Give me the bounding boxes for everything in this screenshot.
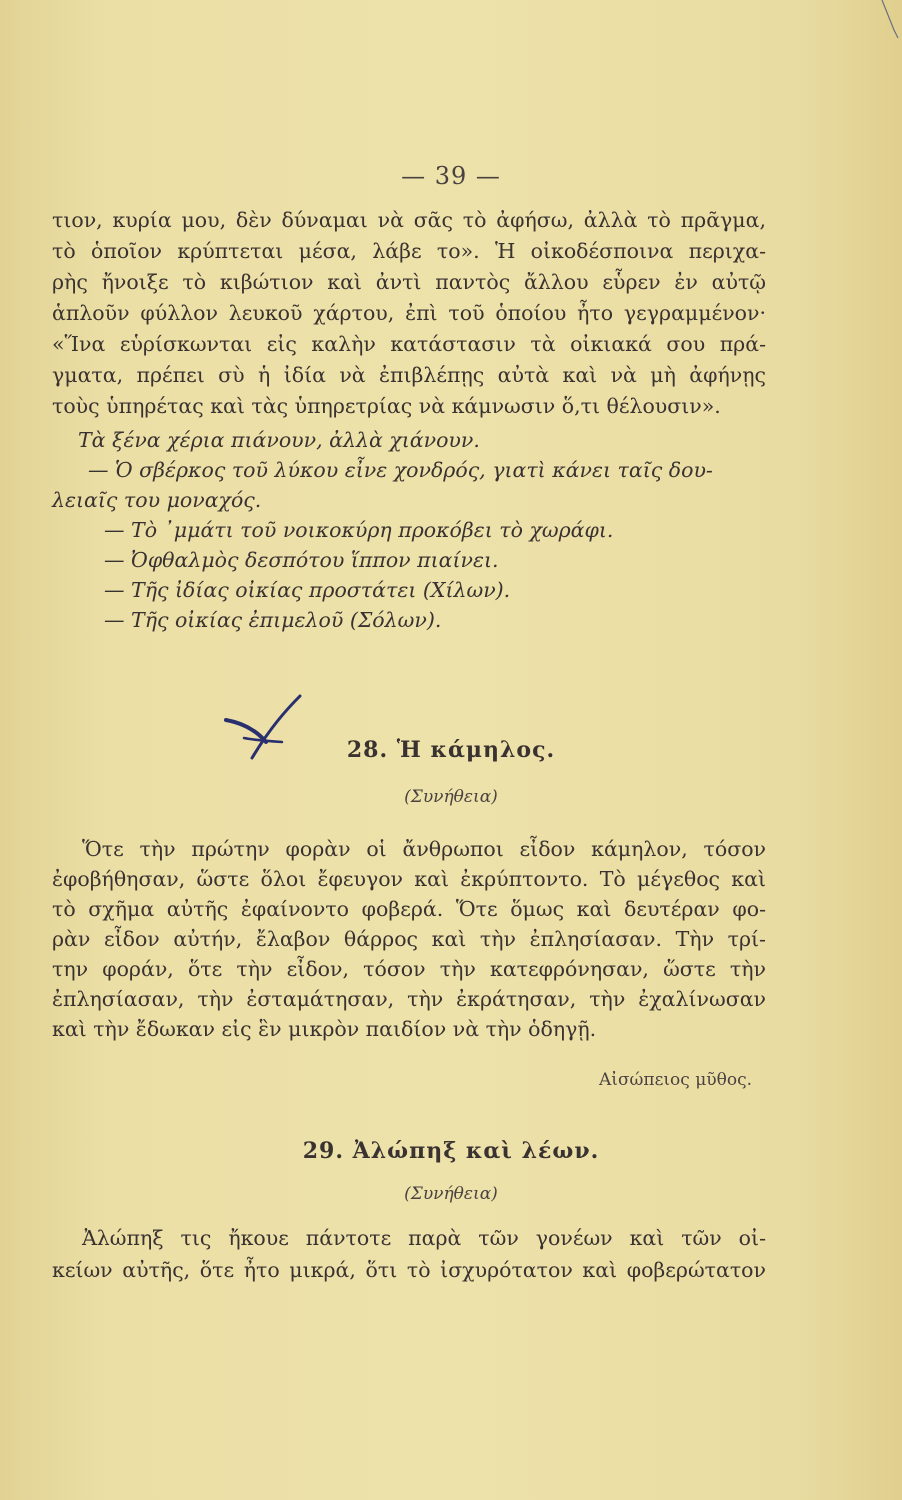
page-corner-mark xyxy=(880,0,900,40)
intro-line: τοὺς ὑπηρέτας καὶ τὰς ὑπηρετρίας νὰ κάμνωσιν ὅ,τι θέλουσιν». xyxy=(52,394,721,418)
intro-line: τιον, κυρία μου, δὲν δύναμαι νὰ σᾶς τὸ ἀφήσω, ἀλλὰ τὸ πρᾶγμα, xyxy=(52,208,766,232)
proverb: — Τῆς οἰκίας ἐπιμελοῦ (Σόλων). xyxy=(104,608,442,632)
paragraph-line: κείων αὐτῆς, ὅτε ἦτο μικρά, ὅτι τὸ ἰσχυρότατον καὶ φοβερώτατον xyxy=(52,1258,766,1282)
section-28-subheading: (Συνήθεια) xyxy=(404,787,498,807)
paragraph-line: Ὅτε τὴν πρώτην φορὰν οἱ ἄνθρωποι εἶδον κάμηλον, τόσον xyxy=(82,837,766,861)
paragraph-line: την φοράν, ὅτε τὴν εἶδον, τόσον τὴν κατεφρόνησαν, ὥστε τὴν xyxy=(52,957,766,981)
intro-line: «Ἵνα εὑρίσκωνται εἰς καλὴν κατάστασιν τὰ οἰκιακά σου πρά- xyxy=(52,332,766,356)
intro-line: τὸ ὁποῖον κρύπτεται μέσα, λάβε το». Ἡ οἰκοδέσποινα περιχα- xyxy=(52,239,766,263)
intro-paragraph xyxy=(52,205,766,422)
proverb: — Τὸ ᾽μμάτι τοῦ νοικοκύρη προκόβει τὸ χωράφι. xyxy=(104,518,614,542)
page-number: — 39 — xyxy=(401,162,501,190)
section-29-paragraph xyxy=(52,1222,766,1286)
proverb: λειαῖς του μοναχός. xyxy=(52,488,262,512)
proverb: — Τῆς ἰδίας οἰκίας προστάτει (Χίλων). xyxy=(104,578,511,602)
section-28-attribution: Αἰσώπειος μῦθος. xyxy=(599,1070,752,1090)
paragraph-line: τὸ σχῆμα αὐτῆς ἐφαίνοντο φοβερά. Ὅτε ὅμως καὶ δευτέραν φο- xyxy=(52,897,766,921)
paragraph-line: καὶ τὴν ἔδωκαν εἰς ἓν μικρὸν παιδίον νὰ τὴν ὁδηγῇ. xyxy=(52,1017,597,1041)
paragraph-line: ἐφοβήθησαν, ὥστε ὅλοι ἔφευγον καὶ ἐκρύπτοντο. Τὸ μέγεθος καὶ xyxy=(52,867,766,891)
section-29-subheading: (Συνήθεια) xyxy=(404,1184,498,1204)
section-29-heading: 29. Ἀλώπηξ καὶ λέων. xyxy=(302,1138,600,1164)
intro-line: γματα, πρέπει σὺ ἡ ἰδία νὰ ἐπιβλέπῃς αὐτὰ καὶ νὰ μὴ ἀφήνῃς xyxy=(52,363,766,387)
intro-line: ἁπλοῦν φύλλον λευκοῦ χάρτου, ἐπὶ τοῦ ὁποίου ἦτο γεγραμμένον· xyxy=(52,301,766,325)
paragraph-line: ἐπλησίασαν, τὴν ἐσταμάτησαν, τὴν ἐκράτησαν, τὴν ἐχαλίνωσαν xyxy=(52,987,766,1011)
section-28-heading: 28. Ἡ κάμηλος. xyxy=(346,737,556,763)
proverb: — Ὁ σβέρκος τοῦ λύκου εἶνε χονδρός, γιατὶ κάνει ταῖς δου- xyxy=(88,458,713,482)
paragraph-line: Ἀλώπηξ τις ἤκουε πάντοτε παρὰ τῶν γονέων καὶ τῶν οἰ- xyxy=(82,1226,766,1250)
section-28-paragraph xyxy=(52,834,766,1044)
intro-line: ρὴς ἤνοιξε τὸ κιβώτιον καὶ ἀντὶ παντὸς ἄλλου εὗρεν ἐν αὐτῷ xyxy=(52,270,766,294)
proverb: Τὰ ξένα χέρια πιάνουν, ἀλλὰ χιάνουν. xyxy=(78,428,480,452)
proverbs-list xyxy=(52,425,766,635)
paragraph-line: ρὰν εἶδον αὐτήν, ἔλαβον θάρρος καὶ τὴν ἐπλησίασαν. Τὴν τρί- xyxy=(52,927,766,951)
proverb: — Ὀφθαλμὸς δεσπότου ἵππον πιαίνει. xyxy=(104,548,499,572)
